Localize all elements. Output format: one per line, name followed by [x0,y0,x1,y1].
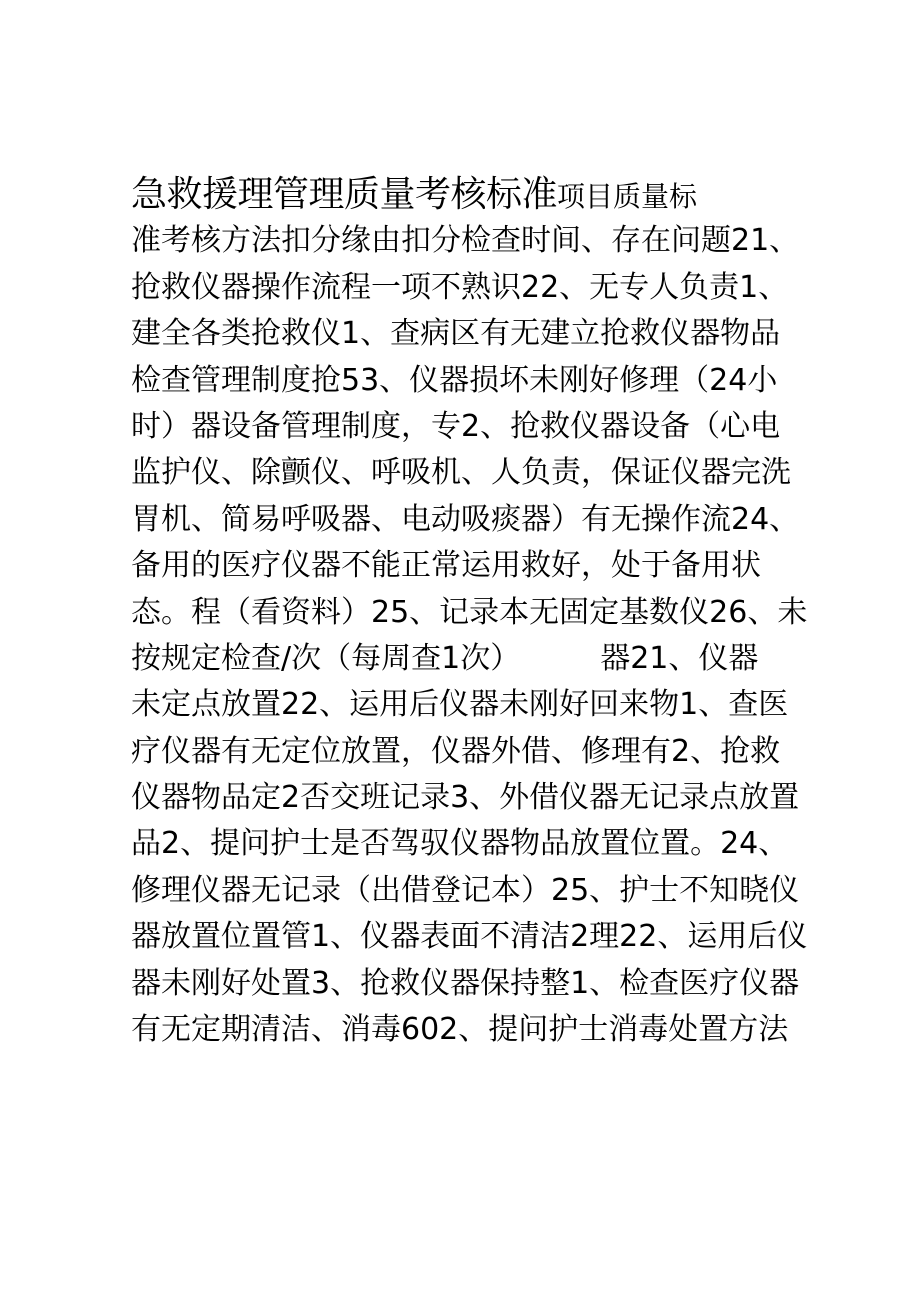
document-body [131,172,808,1053]
body-line: 态。程（看资料）25、记录本无固定基数仪26、未 [131,594,808,630]
document-title: 急救援理管理质量考核标准 [131,174,558,215]
body-line: 检查管理制度抢53、仪器损坏未刚好修理（24小 [131,362,778,398]
body-line: 修理仪器无记录（出借登记本）25、护士不知晓仪 [131,872,800,908]
split-line-left: 按规定检查/次（每周查1次） [131,640,521,676]
body-line: 器放置位置管1、仪器表面不清洁2理22、运用后仪 [131,919,808,955]
body-line: 品2、提问护士是否驾驭仪器物品放置位置。24、 [131,826,789,862]
body-line: 准考核方法扣分缘由扣分检查时间、存在问题21、 [131,223,800,259]
title-tail-text: 项目质量标 [557,180,698,213]
body-line: 器未刚好处置3、抢救仪器保持整1、检查医疗仪器 [131,965,800,1001]
body-line: 胃机、简易呼吸器、电动吸痰器）有无操作流24、 [131,501,800,537]
body-line: 未定点放置22、运用后仪器未刚好回来物1、查医 [131,687,789,723]
split-line-right: 器21、仪器 [600,640,759,676]
split-line [131,636,791,682]
body-line: 抢救仪器操作流程一项不熟识22、无专人负责1、 [131,269,789,305]
body-line: 仪器物品定2否交班记录3、外借仪器无记录点放置 [131,780,800,816]
title-line [131,172,791,218]
body-line: 时）器设备管理制度，专2、抢救仪器设备（心电 [131,408,781,444]
body-line: 建全各类抢救仪1、查病区有无建立抢救仪器物品 [131,316,781,352]
body-line: 监护仪、除颤仪、呼吸机、人负责，保证仪器完洗 [131,455,791,491]
body-line: 有无定期清洁、消毒602、提问护士消毒处置方法 [131,1012,789,1048]
body-line: 备用的医疗仪器不能正常运用救好，处于备用状 [131,548,761,584]
body-line: 疗仪器有无定位放置，仪器外借、修理有2、抢救 [131,733,781,769]
